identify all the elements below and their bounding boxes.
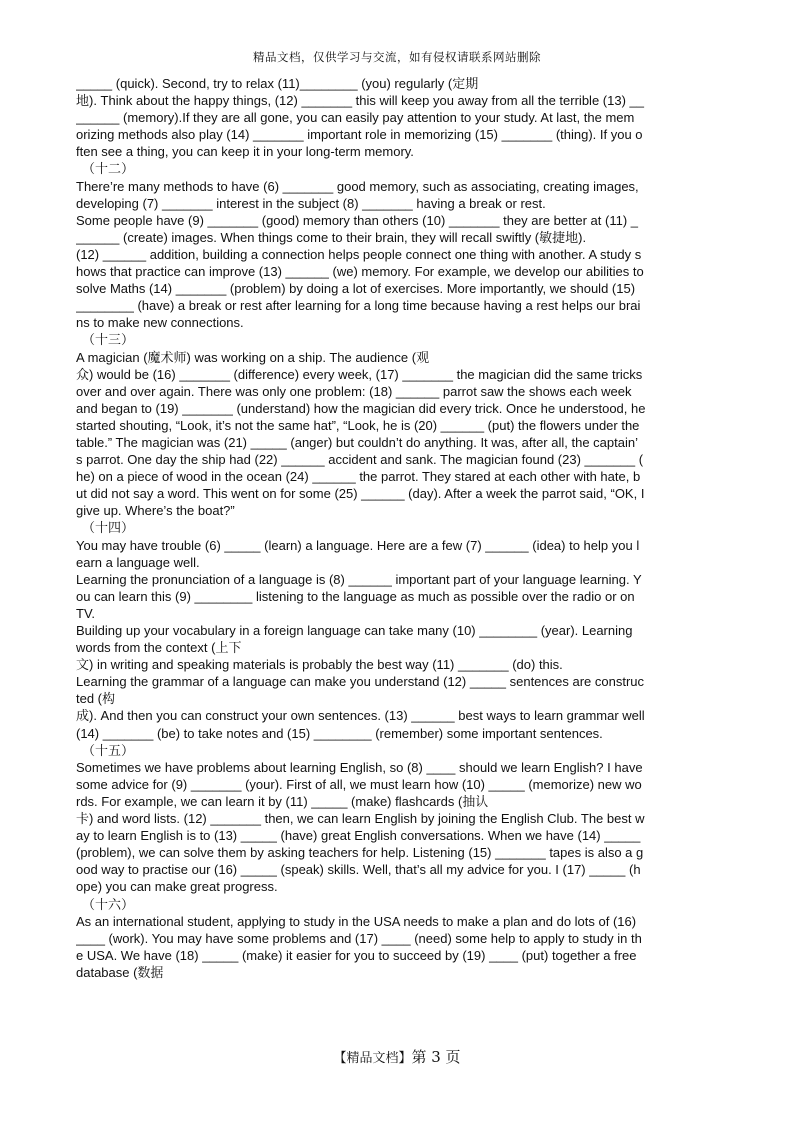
text-line: Some people have (9) _______ (good) memory than others (10) _______ they are better at (11) _ bbox=[76, 212, 638, 228]
text-line: (problem), we can solve them by asking teachers for help. Listening (15) _______ tapes is also a g bbox=[76, 845, 644, 861]
text-line: rds. For example, we can learn it by (11) _____ (make) flashcards (抽认 bbox=[76, 793, 489, 809]
text-line: ______ (create) images. When things come to their brain, they will recall swiftly (敏捷地). bbox=[76, 229, 587, 245]
text-line: table.” The magician was (21) _____ (anger) but couldn’t do anything. It was, after all, the captain’ bbox=[76, 434, 638, 450]
text-line: (12) ______ addition, building a connection helps people connect one thing with another. A study s bbox=[76, 246, 642, 262]
text-line: As an international student, applying to study in the USA needs to make a plan and do lots of (16) bbox=[76, 913, 637, 929]
text-line: (14) _______ (be) to take notes and (15) ________ (remember) some important sentences. bbox=[76, 725, 603, 741]
text-line: and began to (19) _______ (understand) how the magician did every trick. Once he understood, he bbox=[76, 400, 646, 416]
text-line: ted (构 bbox=[76, 691, 116, 707]
text-line: A magician (魔术师) was working on a ship. The audience (观 bbox=[76, 349, 430, 365]
section-heading: （十四） bbox=[82, 520, 135, 536]
document-body bbox=[76, 75, 718, 981]
text-line: ns to make new connections. bbox=[76, 315, 244, 331]
text-line: TV. bbox=[76, 605, 96, 621]
text-line: he) on a piece of wood in the ocean (24) ______ the parrot. They stared at each other with hate, b bbox=[76, 469, 641, 485]
text-line: Learning the grammar of a language can make you understand (12) _____ sentences are construc bbox=[76, 674, 645, 690]
text-line: _____ (quick). Second, try to relax (11)________ (you) regularly (定期 bbox=[76, 76, 479, 91]
text-line: ope) you can make great progress. bbox=[76, 879, 278, 895]
text-line: solve Maths (14) _______ (problem) by doing a lot of exercises. More importantly, we should (15) bbox=[76, 281, 636, 297]
text-line: hows that practice can improve (13) ______ (we) memory. For example, we develop our abilities to bbox=[76, 264, 644, 280]
text-line: ften see a thing, you can keep it in your long-term memory. bbox=[76, 144, 414, 160]
text-line: 众) would be (16) _______ (difference) every week, (17) _______ the magician did the same tricks bbox=[76, 366, 643, 382]
footer-tag: 【精品文档】 bbox=[333, 1051, 412, 1066]
section-heading: （十三） bbox=[82, 332, 135, 348]
section-heading: （十五） bbox=[82, 742, 135, 758]
text-line: Building up your vocabulary in a foreign language can take many (10) ________ (year). Learning bbox=[76, 623, 633, 638]
text-line: ut did not say a word. This went on for some (25) ______ (day). After a week the parrot said, “OK, I bbox=[76, 486, 645, 502]
text-line: started shouting, “Look, it’s not the same hat”, “Look, he is (20) ______ (put) the flowers under the bbox=[76, 417, 640, 433]
text-line: ______ (memory).If they are all gone, you can easily pay attention to your study. At last, the mem bbox=[76, 110, 635, 126]
page-header-notice: 精品文档，仅供学习与交流，如有侵权请联系网站删除 bbox=[253, 50, 541, 64]
text-line: Sometimes we have problems about learning English, so (8) ____ should we learn English? I have bbox=[76, 759, 643, 775]
text-line: give up. Where’s the boat?” bbox=[76, 503, 235, 519]
text-line: Learning the pronunciation of a language is (8) ______ important part of your language learning. Y bbox=[76, 571, 642, 587]
text-line: developing (7) _______ interest in the subject (8) _______ having a break or rest. bbox=[76, 195, 546, 211]
text-line: ood way to practise our (16) _____ (speak) skills. Well, that’s all my advice for you. I (17) _____ (h bbox=[76, 862, 641, 878]
text-line: ay to learn English is to (13) _____ (have) great English conversations. When we have (14) _____ bbox=[76, 828, 641, 844]
text-line: 成). And then you can construct your own sentences. (13) ______ best ways to learn grammar well bbox=[76, 708, 645, 724]
text-line: orizing methods also play (14) _______ important role in memorizing (15) _______ (thing). If you o bbox=[76, 127, 643, 143]
text-line: s parrot. One day the ship had (22) ______ accident and sank. The magician found (23) _______ ( bbox=[76, 452, 644, 468]
text-line: words from the context (上下 bbox=[76, 640, 242, 656]
text-line: 地). Think about the happy things, (12) _______ this will keep you away from all the terrible (13) __ bbox=[76, 93, 644, 109]
text-line: over and over again. There was only one problem: (18) ______ parrot saw the shows each week bbox=[76, 383, 632, 399]
text-line: ou can learn this (9) ________ listening to the language as much as possible over the radio or on bbox=[76, 588, 635, 604]
text-line: You may have trouble (6) _____ (learn) a language. Here are a few (7) ______ (idea) to help you l bbox=[76, 537, 640, 553]
page-number: 第 3 页 bbox=[411, 1048, 461, 1066]
text-line: 文) in writing and speaking materials is probably the best way (11) _______ (do) this. bbox=[76, 657, 563, 673]
text-line: e USA. We have (18) _____ (make) it easier for you to succeed by (19) ____ (put) together a free bbox=[76, 947, 637, 963]
text-line: There’re many methods to have (6) _______ good memory, such as associating, creating images, bbox=[76, 178, 639, 194]
text-line: earn a language well. bbox=[76, 554, 200, 570]
text-line: 卡) and word lists. (12) _______ then, we can learn English by joining the English Club. The best w bbox=[76, 811, 645, 827]
page-footer bbox=[0, 1046, 794, 1067]
text-line: database (数据 bbox=[76, 964, 164, 980]
section-heading: （十二） bbox=[82, 161, 135, 177]
text-line: ________ (have) a break or rest after learning for a long time because having a rest helps our brai bbox=[76, 298, 641, 314]
text-line: ____ (work). You may have some problems and (17) ____ (need) some help to apply to study in th bbox=[76, 930, 642, 946]
section-heading: （十六） bbox=[82, 896, 135, 912]
text-line: some advice for (9) _______ (your). First of all, we must learn how (10) _____ (memorize) new wo bbox=[76, 776, 642, 792]
